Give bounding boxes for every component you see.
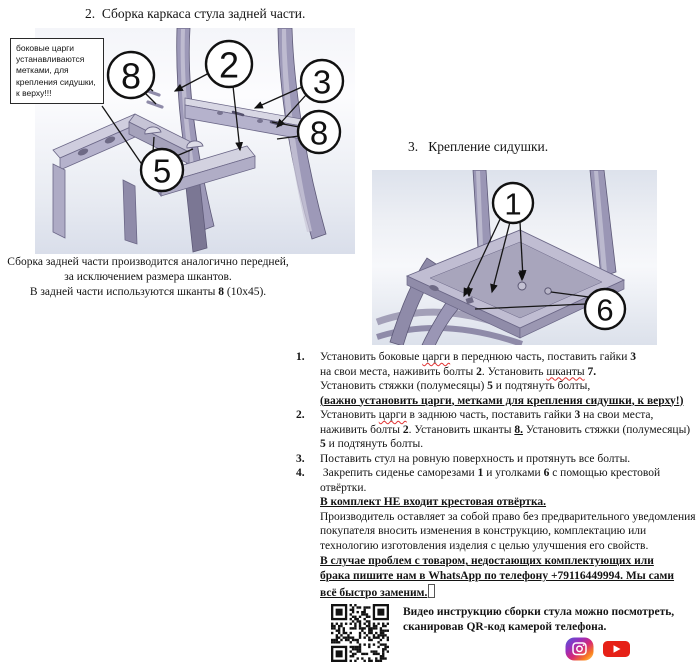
list-number: 4. <box>296 467 305 479</box>
qr-code <box>331 604 389 662</box>
part-number: 5 <box>320 438 326 450</box>
qr-caption-line: Видео инструкцию сборки стула можно посмотреть, <box>403 606 675 618</box>
part-number: 8. <box>514 423 523 436</box>
important-note: В комплект НЕ входит крестовая отвёртка. <box>320 496 547 508</box>
instruction-line <box>293 350 700 365</box>
svg-text:3: 3 <box>312 63 332 101</box>
svg-text:8: 8 <box>120 55 142 97</box>
part-number: 6 <box>543 467 550 479</box>
instruction-line <box>293 394 700 409</box>
svg-text:6: 6 <box>596 292 614 328</box>
balloon-2 <box>206 41 252 87</box>
text-segment: В задней части используются шканты <box>29 286 219 298</box>
text-segment: на свои места, <box>580 409 654 421</box>
svg-text:8: 8 <box>309 114 329 152</box>
balloon-8-top <box>108 52 154 98</box>
text-segment: с помощью крестовой <box>549 467 661 479</box>
svg-text:2: 2 <box>218 44 240 86</box>
list-number: 3. <box>296 452 305 465</box>
list-number: 2. <box>296 409 305 421</box>
step3-heading: 3. Крепление сидушки. <box>408 139 549 154</box>
balloon-6 <box>585 289 625 329</box>
text-segment: и подтянуть болты. <box>325 438 424 450</box>
part-number: 1 <box>477 467 484 479</box>
instruction-line <box>293 365 700 380</box>
text-segment: Установить стяжки (полумесяцы) <box>320 380 488 392</box>
text-segment: брака пишите нам в WhatsApp по телефону +79116449994. Мы сами <box>320 570 675 583</box>
part-number: 2 <box>402 423 409 436</box>
text-segment: Поставить стул на ровную поверхность и протянуть все болты. <box>320 452 631 465</box>
part-number: 2 <box>476 365 482 378</box>
instruction-line <box>293 524 700 539</box>
rear-assembly-caption <box>2 255 294 300</box>
balloon-8-right <box>298 111 340 153</box>
text-segment: . Установить <box>481 365 547 378</box>
text-cursor-artifact <box>428 584 435 598</box>
instruction-line <box>293 510 700 525</box>
notice-line <box>293 584 700 599</box>
instruction-line <box>293 495 700 510</box>
text-segment: шканты <box>546 365 585 378</box>
notice-line <box>293 569 700 584</box>
step2-heading: 2. Сборка каркаса стула задней части. <box>85 6 306 21</box>
text-segment: и уголками <box>483 467 544 479</box>
text-segment: в заднюю часть, поставить гайки <box>406 409 575 421</box>
svg-text:1: 1 <box>504 186 522 222</box>
qr-caption-line: сканировав QR-код камерой телефона. <box>403 621 607 633</box>
text-segment: в переднюю часть, поставить гайки <box>450 351 631 363</box>
balloon-5 <box>141 149 183 191</box>
seat-attachment-diagram <box>372 170 657 345</box>
text-segment: Производитель оставляет за собой право без предварительного уведомления <box>320 510 696 523</box>
instruction-line <box>293 423 700 438</box>
side-rail-note: боковые царги устанавливаются метками, для крепления сидушки, к верху!!! <box>10 38 104 104</box>
text-segment: покупателя вносить изменения в конструкцию, комплектацию или <box>320 525 647 537</box>
caption-line: Сборка задней части производится аналогично передней, <box>7 256 289 268</box>
text-segment: Установить стяжки (полумесяцы) <box>522 423 691 436</box>
text-segment: отвёртки. <box>320 481 367 494</box>
list-number: 1. <box>296 351 305 363</box>
instruction-line <box>293 379 700 394</box>
caption-line <box>2 285 294 300</box>
part-number: 3 <box>630 351 637 363</box>
support-contact-notice <box>293 554 700 600</box>
qr-caption <box>403 605 700 635</box>
instagram-icon[interactable] <box>565 637 594 661</box>
text-segment: (10x45). <box>224 286 267 298</box>
text-segment: и подтянуть болты, <box>492 380 591 392</box>
balloon-1 <box>493 183 533 223</box>
text-segment: наживить болты <box>320 423 403 436</box>
part-number: 7. <box>587 365 597 378</box>
text-segment: царги <box>378 409 407 421</box>
part-number: 8 <box>218 286 225 298</box>
instruction-line <box>293 466 700 481</box>
instruction-line <box>293 437 700 452</box>
text-segment: В случае проблем с товаром, недостающих комплектующих или <box>320 555 654 567</box>
text-segment: всё быстро заменим. <box>320 587 428 600</box>
instruction-line <box>293 452 700 467</box>
balloon-3 <box>301 60 343 102</box>
part-number: 5 <box>487 380 493 392</box>
text-segment: . Установить шканты <box>408 423 515 436</box>
text-segment: царги <box>422 351 451 363</box>
text-segment: Установить <box>320 409 379 421</box>
caption-line: за исключением размера шкантов. <box>64 271 232 283</box>
youtube-icon[interactable] <box>603 641 630 657</box>
text-segment: Закрепить сиденье саморезами <box>320 467 478 479</box>
notice-line <box>293 554 700 569</box>
text-segment: Установить боковые <box>320 351 423 363</box>
part-number: 3 <box>574 409 581 421</box>
instruction-line <box>293 408 700 423</box>
assembly-instructions <box>293 350 700 553</box>
important-note: (важно установить царги, метками для крепления сидушки, к верху!) <box>320 394 684 407</box>
instruction-line <box>293 481 700 496</box>
svg-text:5: 5 <box>152 152 172 190</box>
text-segment: на свои места, наживить болты <box>320 365 477 378</box>
instruction-line <box>293 539 700 554</box>
text-segment: технологию изготовления изделия с целью улучшения его свойств. <box>320 539 649 552</box>
